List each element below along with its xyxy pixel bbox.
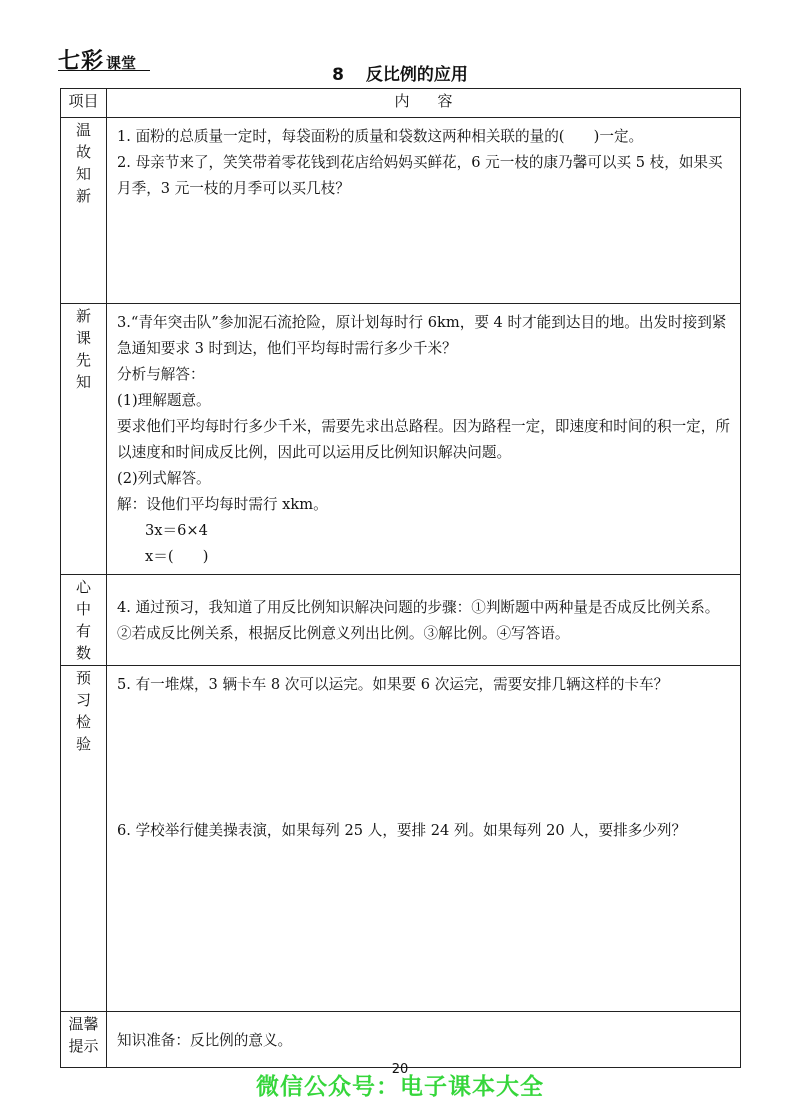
section-check: [61, 666, 741, 1012]
brand-name: 七彩: [58, 49, 105, 74]
question-1: 1. 面粉的总质量一定时，每袋面粉的质量和袋数这两种相关联的量的( )一定。: [117, 128, 644, 145]
question-5: 5. 有一堆煤，3 辆卡车 8 次可以运完。如果要 6 次运完，需要安排几辆这样的卡车？: [117, 676, 669, 693]
section-new-lesson-content: [107, 304, 741, 575]
section-new-lesson-label-cell: [61, 304, 107, 575]
header-content-cell: [107, 89, 741, 118]
section-tips-label-cell: [61, 1012, 107, 1068]
section-new-lesson: [61, 304, 741, 575]
step-2-heading: (2)列式解答。: [117, 470, 211, 487]
lesson-title: 反比例的应用: [365, 65, 468, 85]
section-review-content: [107, 118, 741, 304]
lesson-number: 8: [332, 65, 344, 85]
section-summary-label: 心中有数: [75, 578, 91, 662]
section-summary-content: [107, 575, 741, 666]
analysis-heading: 分析与解答：: [117, 366, 205, 383]
tip-text: 知识准备：反比例的意义。: [117, 1031, 293, 1049]
equation-line-1: 3x＝6×4: [145, 522, 208, 539]
section-summary-label-cell: [61, 575, 107, 666]
step-1-text: 要求他们平均每时行多少千米，需要先求出总路程。因为路程一定，即速度和时间的积一定，所以速度和时间成反比例，因此可以运用反比例知识解决问题。: [117, 418, 730, 461]
step-1-heading: (1)理解题意。: [117, 392, 211, 409]
header-item-label: 项目: [68, 92, 99, 110]
page-number: 20: [391, 1062, 409, 1077]
worksheet-table: [60, 88, 741, 1068]
answer-space-5: [117, 698, 730, 818]
watermark: 微信公众号：电子课本大全: [256, 1074, 544, 1100]
brand-suffix: 课堂: [106, 54, 137, 72]
section-tips-content: [107, 1012, 741, 1068]
section-review: [61, 118, 741, 304]
section-review-label: 温故知新: [75, 121, 91, 205]
section-check-label-cell: [61, 666, 107, 1012]
section-review-label-cell: [61, 118, 107, 304]
section-tips-label: 温馨提示: [68, 1015, 99, 1055]
solution-setup: 解：设他们平均每时需行 xkm。: [117, 496, 328, 513]
section-check-label: 预习检验: [75, 669, 91, 753]
question-3: 3.“青年突击队”参加泥石流抢险，原计划每时行 6km，要 4 时才能到达目的地。出发时接到紧急通知要求 3 时到达，他们平均每时需行多少千米？: [117, 314, 727, 357]
section-tips: [61, 1012, 741, 1068]
section-check-content: [107, 666, 741, 1012]
header-content-label: 内容: [394, 92, 481, 110]
question-6: 6. 学校举行健美操表演，如果每列 25 人，要排 24 列。如果每列 20 人，要排多少列？: [117, 822, 687, 839]
section-summary: [61, 575, 741, 666]
page-title: [0, 60, 800, 85]
section-new-lesson-label: 新课先知: [75, 307, 91, 391]
equation-line-2: x＝( ): [145, 548, 209, 565]
header-item-cell: [61, 89, 107, 118]
question-2: 2. 母亲节来了，笑笑带着零花钱到花店给妈妈买鲜花，6 元一枝的康乃馨可以买 5 枝，如果买月季，3 元一枝的月季可以买几枝？: [117, 154, 723, 197]
question-4: 4. 通过预习，我知道了用反比例知识解决问题的步骤：①判断题中两种量是否成反比例关系。②若成反比例关系，根据反比例意义列出比例。③解比例。④写答语。: [117, 599, 720, 642]
table-header-row: [61, 89, 741, 118]
